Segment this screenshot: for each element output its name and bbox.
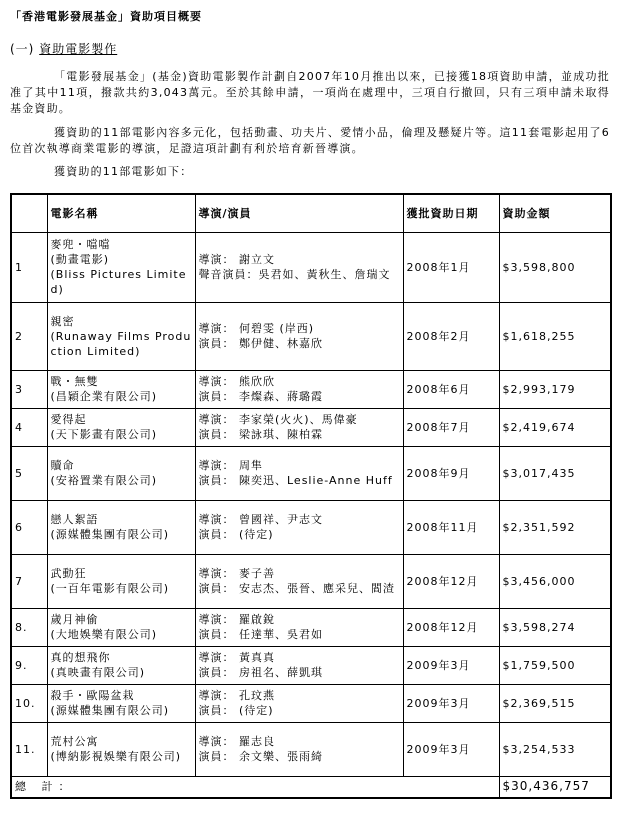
film-company: (Bliss Pictures Limited) [50,268,187,296]
film-title: 歲月神偷 [50,613,99,626]
film-title-cell [47,646,195,684]
approval-date: 2008年2月 [403,302,499,370]
approval-date: 2008年11月 [403,500,499,554]
header-crew: 導演/演員 [195,194,403,232]
cast: 聲音演員：吳君如、黃秋生、詹瑞文 [198,268,391,281]
table-row [11,608,611,646]
director: 導演： 黃真真 [198,651,275,664]
film-title: 真的想飛你 [50,651,111,664]
approval-date: 2008年7月 [403,408,499,446]
section-number: (一) [10,42,35,56]
crew-cell [195,722,403,776]
row-number: 1 [11,232,47,302]
crew-cell [195,500,403,554]
film-title-cell [47,554,195,608]
approval-date: 2008年9月 [403,446,499,500]
total-value: $30,436,757 [499,776,611,798]
crew-cell [195,554,403,608]
table-row [11,446,611,500]
cast: 演員： 梁詠琪、陳柏霖 [198,428,323,441]
approval-date: 2009年3月 [403,722,499,776]
film-title: 戀人絮語 [50,513,99,526]
row-number: 3 [11,370,47,408]
director: 導演： 熊欣欣 [198,375,275,388]
film-title-cell [47,608,195,646]
row-number: 7 [11,554,47,608]
funding-amount: $2,419,674 [499,408,611,446]
crew-cell [195,408,403,446]
crew-cell [195,370,403,408]
approval-date: 2008年1月 [403,232,499,302]
row-number: 2 [11,302,47,370]
film-title: 親密 [50,314,75,328]
row-number: 11. [11,722,47,776]
film-company: (源媒體集團有限公司) [50,704,170,717]
funding-amount: $3,017,435 [499,446,611,500]
film-title: 殺手・歐陽盆栽 [50,689,135,702]
cast: 演員： (待定) [198,528,274,541]
film-company: (源媒體集團有限公司) [50,528,170,541]
funded-films-table [10,193,612,799]
film-title: 荒村公寓 [50,735,99,748]
film-company: (博納影視娛樂有限公司) [50,750,182,763]
list-intro-paragraph: 獲資助的11部電影如下： [54,165,193,178]
table-row [11,232,611,302]
cast: 演員： 鄭伊健、林嘉欣 [198,337,323,350]
director: 導演： 羅志良 [198,735,275,748]
director: 導演： 李家榮(火火)、馬偉豪 [198,413,358,426]
film-title: 愛得起 [50,413,87,426]
table-row [11,370,611,408]
film-title-cell [47,408,195,446]
film-company: (昌穎企業有限公司) [50,390,158,403]
film-company: (大地娛樂有限公司) [50,628,158,641]
header-no [11,194,47,232]
funding-amount: $1,618,255 [499,302,611,370]
cast: 演員： 安志杰、張晉、應采兒、閻渣 [198,582,395,595]
film-company: (一百年電影有限公司) [50,582,170,595]
film-title: 麥兜・噹噹 [50,238,111,251]
row-number: 6 [11,500,47,554]
total-row [11,776,611,798]
film-title-cell [47,446,195,500]
header-date: 獲批資助日期 [403,194,499,232]
director: 導演： 何碧雯 (岸西) [198,322,315,335]
funding-amount: $2,351,592 [499,500,611,554]
approval-date: 2008年12月 [403,608,499,646]
row-number: 5 [11,446,47,500]
row-number: 4 [11,408,47,446]
director: 導演： 孔玟燕 [198,689,275,702]
director: 導演： 謝立文 [198,253,275,266]
film-title: 戰・無雙 [50,375,99,388]
table-row [11,554,611,608]
funding-amount: $1,759,500 [499,646,611,684]
director: 導演： 周隼 [198,459,263,472]
section-heading [10,40,117,57]
table-row [11,500,611,554]
total-label: 總 計： [11,776,499,798]
diversity-paragraph: 獲資助的11部電影內容多元化，包括動畫、功夫片、愛情小品，倫理及懸疑片等。這11套電影起用了6位首次執導商業電影的導演，足證這項計劃有利於培育新晉導演。 [10,126,610,155]
crew-cell [195,302,403,370]
crew-cell [195,232,403,302]
funding-amount: $2,369,515 [499,684,611,722]
cast: 演員： 房祖名、薛凱琪 [198,666,323,679]
approval-date: 2009年3月 [403,646,499,684]
crew-cell [195,646,403,684]
table-row [11,302,611,370]
film-title-cell [47,302,195,370]
table-row [11,646,611,684]
film-title-cell [47,684,195,722]
film-company: (Runaway Films Production Limited) [50,329,192,358]
funding-amount: $3,598,800 [499,232,611,302]
intro-paragraph: 「電影發展基金」(基金)資助電影製作計劃自2007年10月推出以來，已接獲18項資助申請，並成功批准了其中11項，撥款共約3,043萬元。至於其餘申請，一項尚在處理中，三項自行撤回，只有三項申請未取得基金資助。 [10,70,610,115]
approval-date: 2009年3月 [403,684,499,722]
cast: 演員： (待定) [198,704,274,717]
table-row [11,408,611,446]
table-header-row [11,194,611,232]
document-title: 「香港電影發展基金」資助項目概要 [10,10,202,23]
director: 導演： 羅啟銳 [198,613,275,626]
crew-cell [195,684,403,722]
table-row [11,722,611,776]
cast: 演員： 陳奕迅、Leslie-Anne Huff [198,474,393,487]
funding-amount: $3,598,274 [499,608,611,646]
table-row [11,684,611,722]
funding-amount: $3,456,000 [499,554,611,608]
film-title-cell [47,232,195,302]
film-company: (天下影畫有限公司) [50,428,158,441]
approval-date: 2008年6月 [403,370,499,408]
crew-cell [195,446,403,500]
section-title: 資助電影製作 [39,42,118,56]
cast: 演員： 余文樂、張雨綺 [198,750,323,763]
header-amount: 資助金額 [499,194,611,232]
film-title: 武動狂 [50,567,87,580]
row-number: 9. [11,646,47,684]
approval-date: 2008年12月 [403,554,499,608]
header-title: 電影名稱 [47,194,195,232]
cast: 演員： 任達華、吳君如 [198,628,323,641]
crew-cell [195,608,403,646]
film-company: (真映畫有限公司) [50,666,146,679]
row-number: 8. [11,608,47,646]
film-title-cell [47,722,195,776]
director: 導演： 麥子善 [198,567,275,580]
film-title: 贖命 [50,459,75,472]
funding-amount: $2,993,179 [499,370,611,408]
funding-amount: $3,254,533 [499,722,611,776]
film-company: (動畫電影) [50,253,110,266]
film-title-cell [47,500,195,554]
film-title-cell [47,370,195,408]
cast: 演員： 李燦森、蔣璐霞 [198,390,323,403]
film-company: (安裕置業有限公司) [50,474,158,487]
director: 導演： 曾國祥、尹志文 [198,513,323,526]
row-number: 10. [11,684,47,722]
